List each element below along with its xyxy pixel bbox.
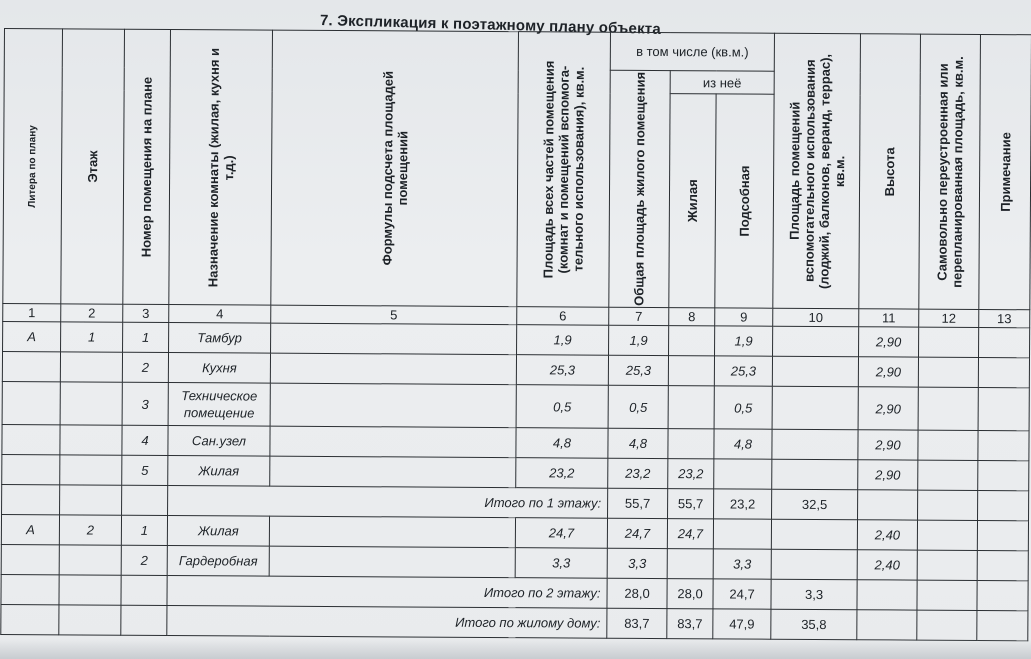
common-area-sum: 28,0 — [667, 579, 713, 609]
height-cell: 2,40 — [857, 550, 917, 580]
col-num: 10 — [773, 308, 859, 327]
aux-area-cell: 25,3 — [714, 356, 772, 386]
room-number: 2 — [122, 352, 168, 382]
floor-cell: 1 — [61, 322, 123, 352]
header-height: Высота — [859, 34, 921, 309]
header-unauthorized: Самовольно переустроенная или перепланированная площадь, кв.м. — [919, 34, 981, 309]
room-number: 1 — [123, 322, 169, 352]
living-area-cell — [668, 356, 714, 386]
house-total-row — [1, 604, 1028, 640]
litera-cell: А — [3, 321, 61, 351]
living-area-sum: 23,2 — [714, 489, 772, 519]
unauthorized-cell — [919, 327, 979, 357]
aux-area-cell: 4,8 — [714, 429, 772, 459]
total-area-cell: 23,2 — [516, 458, 608, 489]
room-number: 1 — [121, 515, 167, 545]
room-name: Тамбур — [169, 323, 271, 354]
common-area-sum: 83,7 — [667, 609, 713, 639]
total-area-cell: 3,3 — [515, 548, 607, 579]
room-number: 3 — [122, 382, 168, 425]
header-living: Жилая — [669, 94, 716, 308]
room-name: Техническое помещение — [168, 383, 270, 427]
col-num: 2 — [61, 304, 123, 322]
living-area-cell — [668, 429, 714, 459]
height-cell: 2,40 — [857, 520, 917, 550]
col-num: 5 — [271, 305, 517, 325]
header-purpose: Назначение комнаты (жилая, кухня и т.д.) — [169, 30, 273, 306]
floor-total-label: Итого по 2 этажу: — [167, 576, 607, 609]
total-area-cell: 1,9 — [517, 325, 609, 356]
common-area-cell: 4,8 — [608, 428, 668, 458]
living-area-cell — [669, 326, 715, 356]
col-num: 6 — [517, 307, 609, 326]
col-num: 13 — [979, 309, 1030, 327]
room-name: Кухня — [168, 353, 270, 384]
litera-cell: А — [1, 514, 59, 544]
aux-area-cell: 1,9 — [715, 326, 773, 356]
living-area-cell — [668, 386, 714, 429]
aux-use-cell — [773, 326, 859, 357]
aux-area-cell — [714, 459, 772, 489]
page-title: 7. Экспликация к поэтажному плану объекта — [319, 12, 662, 38]
header-total-area: Площадь всех частей помещения (комнат и помещений вспомога-тельного использования), кв.м. — [517, 32, 611, 308]
room-number: 5 — [122, 455, 168, 485]
room-name: Жилая — [167, 516, 269, 547]
table-row — [2, 381, 1029, 430]
header-litera: Литера по плану — [3, 29, 63, 304]
floor-total-label: Итого по 1 этажу: — [168, 486, 608, 519]
header-aux-use: Площадь помещений вспомогательного использования (лоджий, балконов, веранд, террас), кв.м. — [773, 33, 861, 309]
header-floor: Этаж — [61, 29, 125, 304]
living-area-cell: 24,7 — [667, 519, 713, 549]
total-area-cell: 24,7 — [515, 518, 607, 549]
house-total-label: Итого по жилому дому: — [167, 606, 607, 639]
height-cell: 2,90 — [858, 430, 918, 460]
total-area-cell: 4,8 — [516, 428, 608, 459]
common-area-cell: 0,5 — [608, 385, 668, 428]
explication-table — [0, 28, 1031, 641]
aux-area-cell — [713, 519, 771, 549]
formula-cell — [271, 323, 517, 355]
total-area-sum: 83,7 — [607, 608, 667, 638]
room-number: 4 — [122, 425, 168, 455]
header-room-number: Номер помещения на плане — [123, 29, 171, 304]
col-num: 1 — [3, 303, 61, 321]
header-note: Примечание — [979, 34, 1031, 309]
col-num: 11 — [859, 309, 919, 327]
common-area-cell: 23,2 — [608, 458, 668, 488]
col-num: 3 — [123, 304, 169, 322]
col-num: 12 — [919, 309, 979, 327]
total-area-sum: 28,0 — [607, 578, 667, 608]
page-shadow — [0, 639, 1031, 659]
header-including: в том числе (кв.м.) — [610, 32, 774, 71]
living-area-sum: 47,9 — [713, 609, 771, 639]
common-area-sum: 55,7 — [668, 489, 714, 519]
total-area-cell: 25,3 — [516, 355, 608, 386]
col-num: 7 — [609, 307, 669, 325]
header-auxiliary: Подсобная — [715, 94, 774, 308]
height-cell: 2,90 — [858, 357, 918, 387]
living-area-cell: 23,2 — [668, 459, 714, 489]
common-area-cell: 25,3 — [608, 355, 668, 385]
aux-area-sum: 3,3 — [771, 579, 857, 610]
header-of-which: из неё — [670, 71, 774, 95]
explication-table-wrap — [0, 28, 1031, 646]
room-number: 2 — [121, 545, 167, 575]
col-num: 9 — [715, 308, 773, 326]
common-area-cell: 1,9 — [609, 325, 669, 355]
total-area-sum: 55,7 — [608, 488, 668, 518]
height-cell: 2,90 — [859, 327, 919, 357]
common-area-cell: 3,3 — [607, 548, 667, 578]
room-name: Жилая — [168, 456, 270, 487]
height-cell: 2,90 — [858, 460, 918, 490]
room-name: Гардеробная — [167, 546, 269, 577]
aux-area-sum: 32,5 — [772, 489, 858, 520]
aux-area-cell: 3,3 — [713, 549, 771, 579]
height-cell: 2,90 — [858, 387, 918, 430]
col-num: 8 — [669, 308, 715, 326]
common-area-cell: 24,7 — [607, 518, 667, 548]
col-num: 4 — [169, 305, 271, 324]
header-living-total: Общая площадь жилого помещения — [609, 70, 670, 307]
note-cell — [979, 327, 1030, 357]
room-name: Сан.узел — [168, 426, 270, 457]
aux-area-cell: 0,5 — [714, 386, 772, 429]
total-area-cell: 0,5 — [516, 385, 608, 429]
header-formulas: Формулы подсчета площадей помещений — [271, 30, 519, 306]
living-area-sum: 24,7 — [713, 579, 771, 609]
living-area-cell — [667, 549, 713, 579]
floor-cell: 2 — [59, 515, 121, 545]
aux-area-sum: 35,8 — [771, 609, 857, 640]
